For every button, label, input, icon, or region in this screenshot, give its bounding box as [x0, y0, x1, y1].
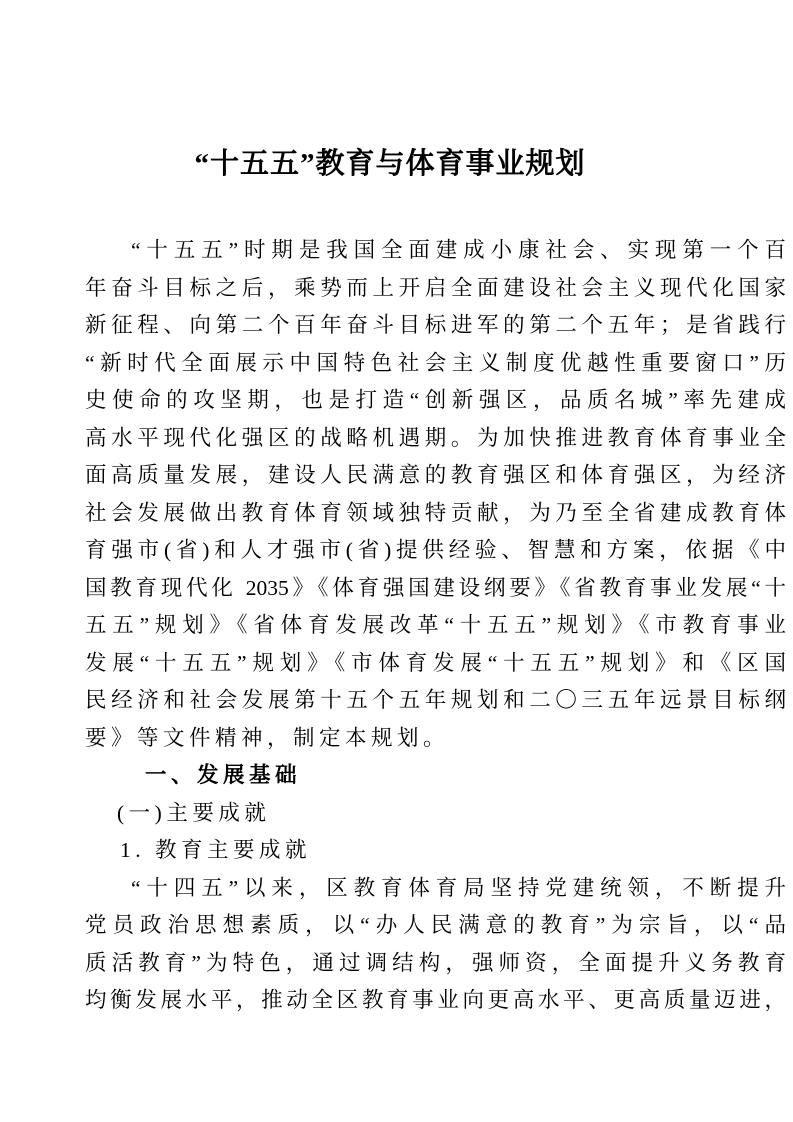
paragraph-line: “十四五”以来，区教育体育局坚持党建统领，不断提升: [131, 875, 786, 900]
paragraph-line: 史使命的攻坚期，也是打造“创新强区，品质名城”率先建成: [85, 388, 786, 412]
paragraph-line: 要》等文件精神，制定本规划。: [85, 725, 450, 750]
paragraph-line: 党员政治思想素质，以“办人民满意的教育”为宗旨，以“品: [85, 913, 786, 937]
paragraph-line: 育强市(省)和人才强市(省)提供经验、智慧和方案，依据《中: [85, 538, 786, 562]
paragraph-line: 五五”规划》《省体育发展改革“十五五”规划》《市教育事业: [85, 613, 786, 637]
document-body: [85, 232, 786, 1020]
paragraph-line: 均衡发展水平，推动全区教育事业向更高水平、更高质量迈进，: [85, 988, 786, 1012]
paragraph-line: “十五五”时期是我国全面建成小康社会、实现第一个百: [131, 238, 786, 262]
paragraph-line: 年奋斗目标之后，乘势而上开启全面建设社会主义现代化国家: [85, 275, 786, 300]
paragraph-line: 社会发展做出教育体育领域独特贡献，为乃至全省建成教育体: [85, 500, 786, 525]
paragraph-line: 高水平现代化强区的战略机遇期。为加快推进教育体育事业全: [85, 425, 786, 450]
section-heading: 一、发展基础: [145, 763, 302, 787]
paragraph-line: “新时代全面展示中国特色社会主义制度优越性重要窗口”历: [85, 350, 786, 375]
document-title: “十五五”教育与体育事业规划: [194, 148, 586, 180]
paragraph-line: 面高质量发展，建设人民满意的教育强区和体育强区，为经济: [85, 463, 786, 487]
paragraph-line: 新征程、向第二个百年奋斗目标进军的第二个五年；是省践行: [85, 313, 786, 337]
paragraph-line: 国教育现代化 2035》《体育强国建设纲要》《省教育事业发展“十: [85, 575, 786, 600]
paragraph-line: 发展“十五五”规划》《市体育发展“十五五”规划》和《区国: [85, 650, 786, 675]
numbered-heading: 1. 教育主要成就: [120, 838, 312, 862]
sub-heading: (一)主要成就: [117, 800, 271, 825]
paragraph-line: 质活教育”为特色，通过调结构，强师资，全面提升义务教育: [85, 950, 786, 975]
paragraph-line: 民经济和社会发展第十五个五年规划和二〇三五年远景目标纲: [85, 688, 786, 712]
